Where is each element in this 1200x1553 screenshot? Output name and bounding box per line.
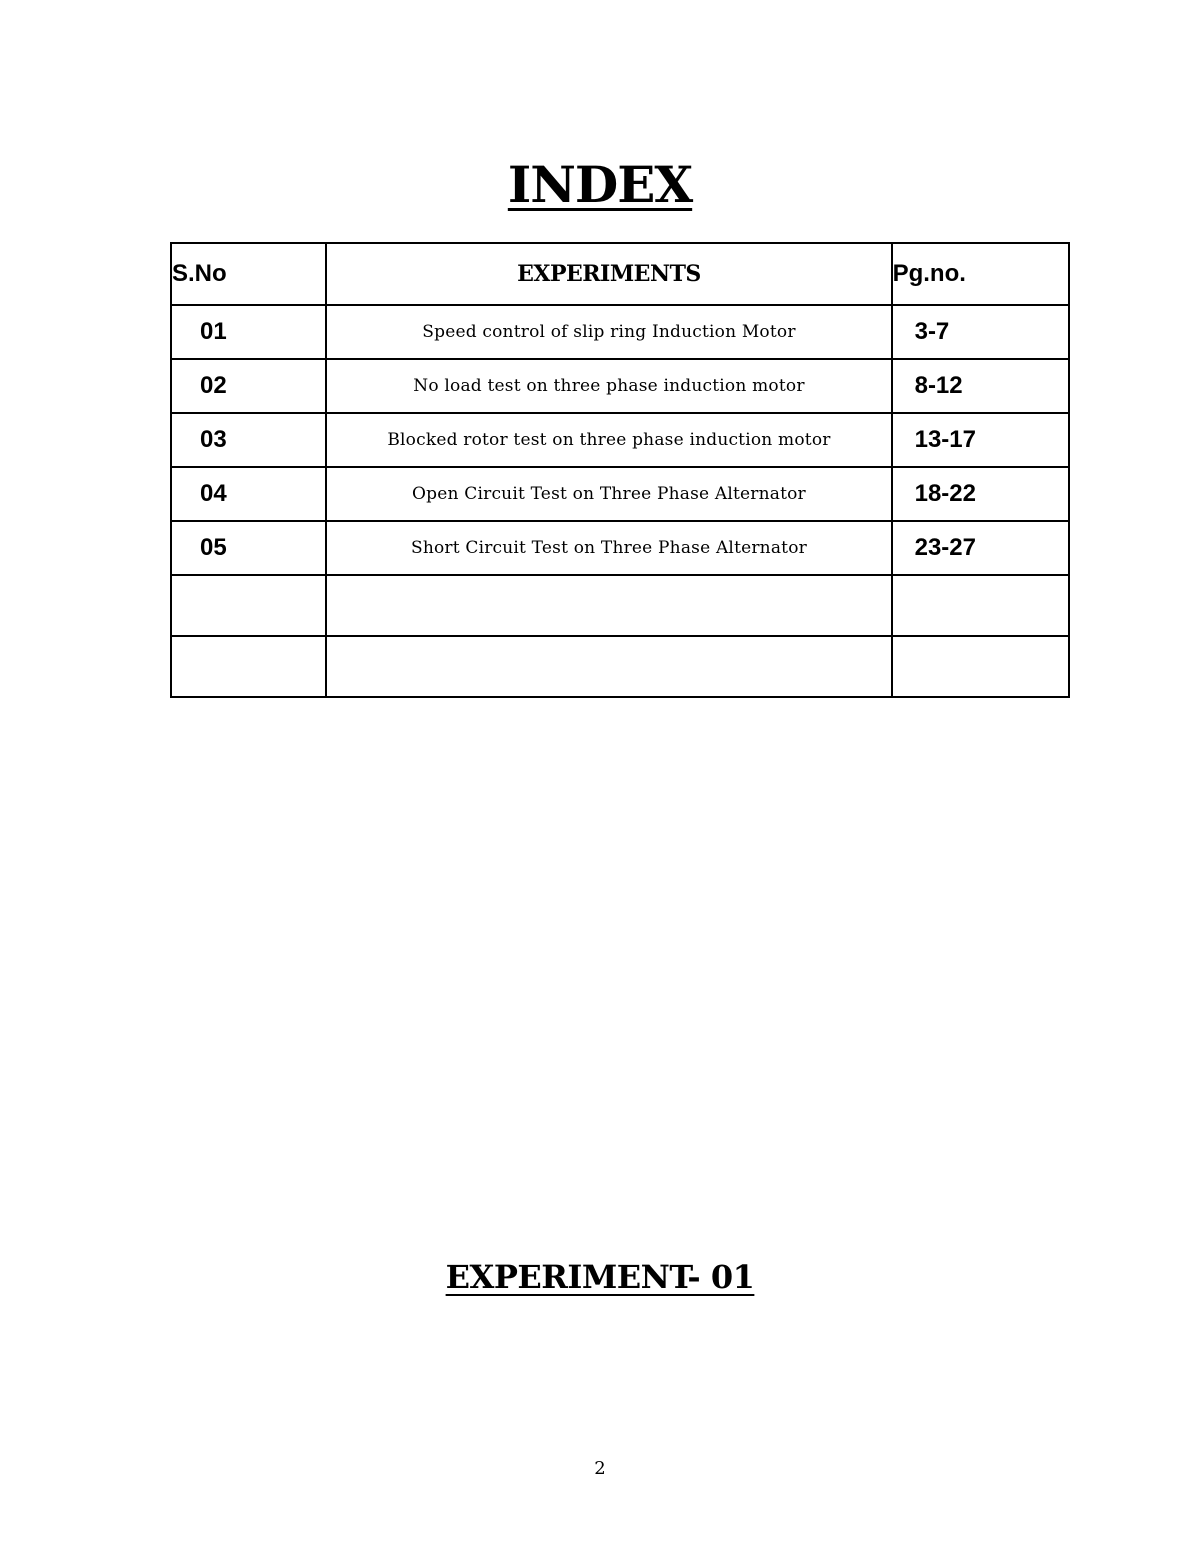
page-number: 2 xyxy=(594,1458,606,1479)
row-sno: 02 xyxy=(171,359,326,413)
experiment-heading xyxy=(0,1258,1200,1296)
row-experiment: Open Circuit Test on Three Phase Alternator xyxy=(326,467,891,521)
index-table xyxy=(170,242,1070,698)
row-pages: 8-12 xyxy=(892,359,1069,413)
row-pages: 3-7 xyxy=(892,305,1069,359)
page-title-text: INDEX xyxy=(507,155,693,214)
table-header-row xyxy=(171,243,1069,305)
table-row xyxy=(171,521,1069,575)
header-pgno: Pg.no. xyxy=(892,243,1069,305)
row-pages: 13-17 xyxy=(892,413,1069,467)
row-sno: 03 xyxy=(171,413,326,467)
empty-cell xyxy=(326,575,891,636)
table-row xyxy=(171,413,1069,467)
empty-cell xyxy=(171,575,326,636)
row-experiment: Short Circuit Test on Three Phase Alternator xyxy=(326,521,891,575)
table-empty-row xyxy=(171,575,1069,636)
experiment-heading-text: EXPERIMENT- 01 xyxy=(445,1258,755,1296)
empty-cell xyxy=(892,575,1069,636)
row-sno: 01 xyxy=(171,305,326,359)
page-title xyxy=(0,150,1200,220)
header-sno: S.No xyxy=(171,243,326,305)
empty-cell xyxy=(892,636,1069,697)
table-empty-row xyxy=(171,636,1069,697)
row-pages: 18-22 xyxy=(892,467,1069,521)
empty-cell xyxy=(171,636,326,697)
table-row xyxy=(171,359,1069,413)
row-experiment: Speed control of slip ring Induction Motor xyxy=(326,305,891,359)
row-pages: 23-27 xyxy=(892,521,1069,575)
table-row xyxy=(171,467,1069,521)
row-experiment: Blocked rotor test on three phase induction motor xyxy=(326,413,891,467)
header-experiments: EXPERIMENTS xyxy=(326,243,891,305)
row-experiment: No load test on three phase induction motor xyxy=(326,359,891,413)
empty-cell xyxy=(326,636,891,697)
row-sno: 05 xyxy=(171,521,326,575)
row-sno: 04 xyxy=(171,467,326,521)
table-row xyxy=(171,305,1069,359)
